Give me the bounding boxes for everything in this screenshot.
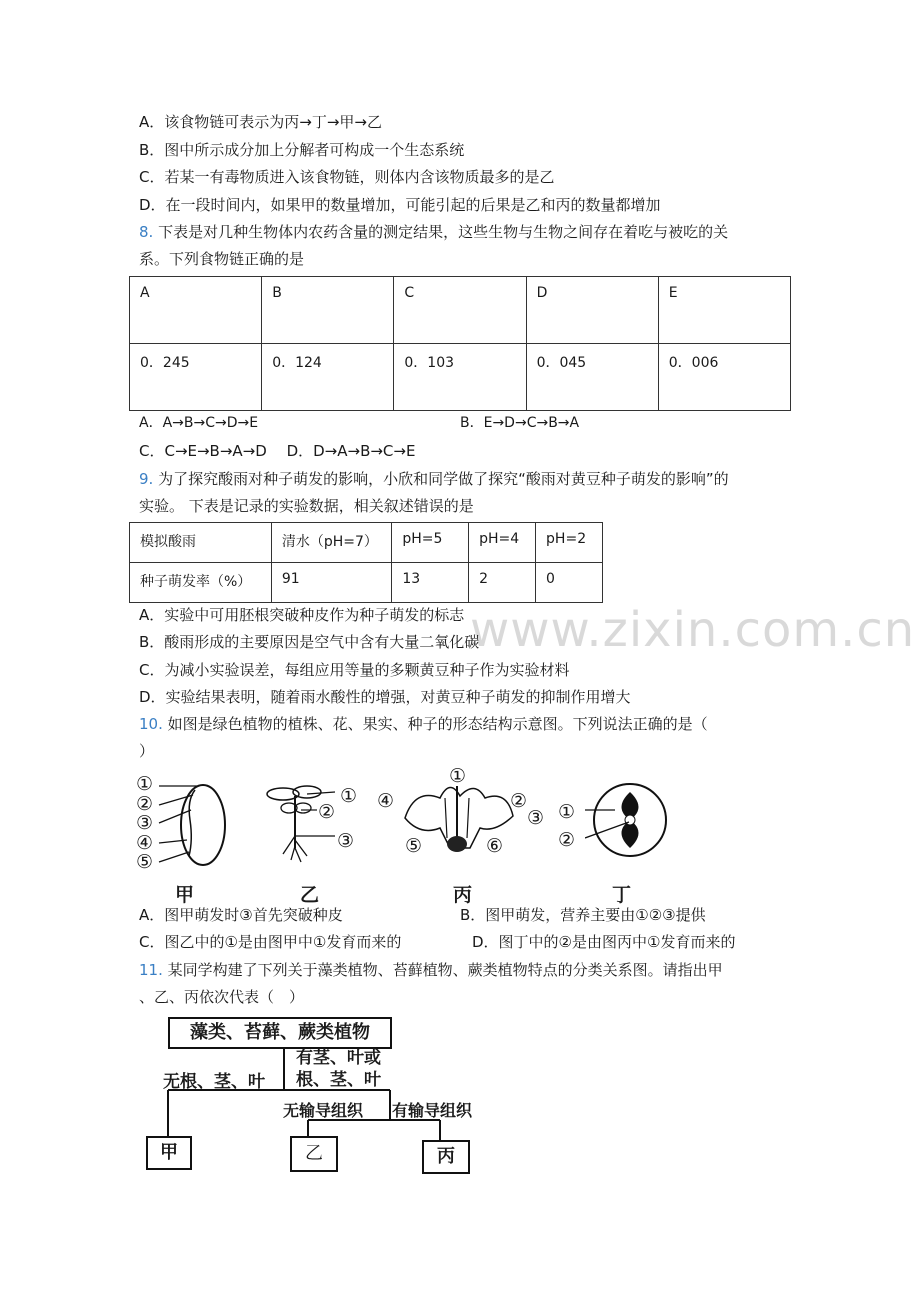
tree-box-bing: 丙 xyxy=(422,1140,470,1174)
flower-label-4: ④ xyxy=(377,790,395,812)
q8-header-d: D xyxy=(526,277,658,344)
tree-box-yi: 乙 xyxy=(290,1136,338,1172)
q7-option-b: B．图中所示成分加上分解者可构成一个生态系统 xyxy=(139,141,465,159)
q10-stem-line1 xyxy=(139,714,708,734)
q8-option-b: B．E→D→C→B→A xyxy=(460,415,580,431)
flower-label-2: ② xyxy=(510,790,528,812)
q8-stem: 下表是对几种生物体内农药含量的测定结果，这些生物与生物之间存在着吃与被吃的关 xyxy=(158,223,729,241)
q8-header-c: C xyxy=(394,277,526,344)
q9-option-c: C．为减小实验误差，每组应用等量的多颗黄豆种子作为实验材料 xyxy=(139,661,570,679)
seedling-label-2: ② xyxy=(318,801,336,823)
label-3: ③ xyxy=(136,812,154,834)
tree-no-vascular: 无输导组织 xyxy=(283,1101,364,1120)
tree-right-line1: 有茎、叶或 xyxy=(296,1048,381,1068)
q8-number: 8. xyxy=(139,223,154,241)
label-5: ⑤ xyxy=(136,851,154,873)
q9-table xyxy=(129,522,603,603)
q11-stem-line2: 、乙、丙依次代表（ ） xyxy=(139,988,305,1006)
q8-stem-line2: 系。下列食物链正确的是 xyxy=(139,250,305,268)
q8-header-b: B xyxy=(262,277,394,344)
q10-option-b: B．图甲萌发，营养主要由①②③提供 xyxy=(460,906,706,924)
q9-cell: pH=4 xyxy=(469,523,536,563)
q10-option-a: A．图甲萌发时③首先突破种皮 xyxy=(139,906,343,924)
caption-ding: 丁 xyxy=(612,884,632,906)
q8-value-row xyxy=(130,344,791,411)
flower-label-3: ③ xyxy=(527,807,545,829)
q10-option-d: D．图丁中的②是由图丙中①发育而来的 xyxy=(472,933,736,951)
q9-option-b: B．酸雨形成的主要原因是空气中含有大量二氧化碳 xyxy=(139,633,480,651)
q7-option-c: C．若某一有毒物质进入该食物链，则体内含该物质最多的是乙 xyxy=(139,168,555,186)
q9-cell: pH=2 xyxy=(536,523,603,563)
label-4: ④ xyxy=(136,831,154,854)
q7-option-d: D．在一段时间内，如果甲的数量增加，可能引起的后果是乙和丙的数量都增加 xyxy=(139,196,661,214)
q10-stem: 如图是绿色植物的植株、花、果实、种子的形态结构示意图。下列说法正确的是（ xyxy=(167,715,708,733)
q8-value-e: 0．006 xyxy=(658,344,790,411)
q9-cell: 13 xyxy=(392,563,469,603)
q9-row-rate xyxy=(130,563,603,603)
tree-right-line2: 根、茎、叶 xyxy=(296,1070,381,1090)
flower-label-1: ① xyxy=(449,765,467,787)
q8-value-b: 0．124 xyxy=(262,344,394,411)
q8-header-a: A xyxy=(130,277,262,344)
q9-option-d: D．实验结果表明，随着雨水酸性的增强，对黄豆种子萌发的抑制作用增大 xyxy=(139,688,631,706)
q8-table xyxy=(129,276,791,411)
tree-right-branch xyxy=(296,1047,381,1091)
tree-left-branch: 无根、茎、叶 xyxy=(163,1072,265,1092)
q9-cell: 0 xyxy=(536,563,603,603)
q9-row-rain xyxy=(130,523,603,563)
q9-cell: 种子萌发率（%） xyxy=(130,563,272,603)
q9-cell: 91 xyxy=(271,563,392,603)
seedling-label-3: ③ xyxy=(337,830,355,852)
q11-stem-line1 xyxy=(139,960,723,980)
q11-stem: 某同学构建了下列关于藻类植物、苔藓植物、蕨类植物特点的分类关系图。请指出甲 xyxy=(167,961,723,979)
q10-option-c: C．图乙中的①是由图甲中①发育而来的 xyxy=(139,933,402,951)
q8-option-cd: C．C→E→B→A→D D．D→A→B→C→E xyxy=(139,442,416,460)
q9-cell: pH=5 xyxy=(392,523,469,563)
caption-yi: 乙 xyxy=(300,884,320,906)
watermark: www.zixin.com.cn xyxy=(470,602,916,658)
q9-cell: 2 xyxy=(469,563,536,603)
tree-box-jia: 甲 xyxy=(146,1136,192,1170)
q8-value-c: 0．103 xyxy=(394,344,526,411)
q8-header-e: E xyxy=(658,277,790,344)
q9-number: 9. xyxy=(139,470,154,488)
q9-stem-line1 xyxy=(139,469,729,489)
caption-jia: 甲 xyxy=(175,884,195,906)
fruit-diagram xyxy=(585,780,675,860)
fruit-label-1: ① xyxy=(558,801,576,823)
q9-cell: 模拟酸雨 xyxy=(130,523,272,563)
q8-header-row xyxy=(130,277,791,344)
q8-option-a: A．A→B→C→D→E xyxy=(139,415,259,431)
q11-number: 11. xyxy=(139,961,163,979)
flower-label-5: ⑤ xyxy=(405,835,423,857)
q10-stem-line2: ） xyxy=(139,742,155,760)
q7-option-a: A．该食物链可表示为丙→丁→甲→乙 xyxy=(139,113,382,131)
q9-stem-line2: 实验。 下表是记录的实验数据，相关叙述错误的是 xyxy=(139,497,474,515)
flower-label-6: ⑥ xyxy=(486,835,504,857)
seed-labels xyxy=(136,775,153,873)
q8-stem-line1 xyxy=(139,222,728,242)
q10-number: 10. xyxy=(139,715,163,733)
q8-value-a: 0．245 xyxy=(130,344,262,411)
seedling-label-1: ① xyxy=(340,785,358,807)
tree-vascular: 有输导组织 xyxy=(392,1101,473,1120)
label-1: ① xyxy=(136,773,154,795)
caption-bing: 丙 xyxy=(453,884,473,906)
q9-stem: 为了探究酸雨对种子萌发的影响，小欣和同学做了探究“酸雨对黄豆种子萌发的影响”的 xyxy=(158,470,729,488)
fruit-label-2: ② xyxy=(558,829,576,851)
tree-root-box: 藻类、苔藓、蕨类植物 xyxy=(168,1017,392,1049)
label-2: ② xyxy=(136,792,154,815)
q8-value-d: 0．045 xyxy=(526,344,658,411)
q9-cell: 清水（pH=7） xyxy=(271,523,392,563)
q9-option-a: A．实验中可用胚根突破种皮作为种子萌发的标志 xyxy=(139,606,465,624)
